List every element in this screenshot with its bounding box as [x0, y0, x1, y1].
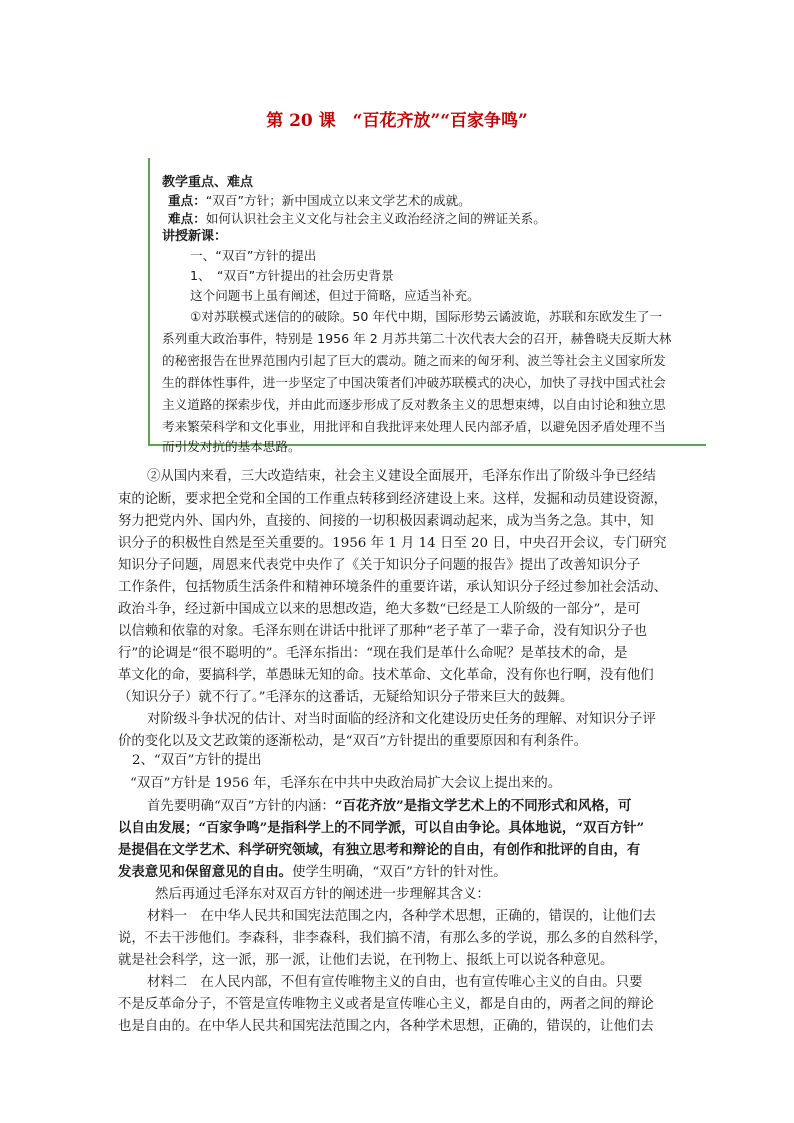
paragraph-line: ②从国内来看，三大改造结束，社会主义建设全面展开，毛泽东作出了阶级斗争已经结: [147, 469, 656, 484]
paragraph-line: 行”的论调是“很不聪明的”。毛泽东指出：“现在我们是革什么命呢？是革技术的命，是: [118, 646, 628, 661]
paragraph-line: 知识分子问题，周恩来代表党中央作了《关于知识分子问题的报告》提出了改善知识分子: [118, 558, 641, 573]
paragraph-line: 识分子的积极性自然是至关重要的。1956 年 1 月 14 日至 20 日，中央召开会议，专门研究: [118, 536, 667, 551]
paragraph-line: 然后再通过毛泽东对双百方针的阐述进一步理解其含义：: [155, 887, 490, 902]
focus-label: 重点：: [168, 193, 206, 208]
paragraph-line: 革文化的命，要搞科学，革愚昧无知的命。技术革命、文化革命，没有你也行啊，没有他们: [118, 668, 654, 683]
definition-intro: 首先要明确“双百”方针的内涵：: [147, 799, 335, 814]
box-heading: 教学重点、难点: [162, 175, 254, 190]
box-line: 的秘密报告在世界范围内引起了巨大的震动。随之而来的匈牙利、波兰等社会主义国家所发: [162, 353, 666, 368]
paragraph-line: 努力把党内外、国内外，直接的、间接的一切积极因素调动起来，成为当务之急。其中，知: [118, 514, 654, 529]
material-line: 材料一 在中华人民共和国宪法范围之内，各种学术思想，正确的，错误的，让他们去: [147, 909, 656, 924]
paragraph-line: [118, 862, 507, 883]
paragraph-line: 工作条件，包括物质生活条件和精神环境条件的重要许诺，承认知识分子经过参加社会活动、: [118, 580, 668, 595]
material-line: 也是自由的。在中华人民共和国宪法范围之内，各种学术思想，正确的，错误的，让他们去: [118, 1019, 654, 1034]
difficulty-text: 如何认识社会主义文化与社会主义政治经济之间的辨证关系。: [205, 211, 546, 226]
section-subheading: 2、“双百”方针的提出: [132, 753, 262, 768]
paragraph-line: 政治斗争，经过新中国成立以来的思想改造，绝大多数“已经是工人阶级的一部分”，是可: [118, 602, 641, 617]
lecture-heading: 讲授新课：: [162, 229, 228, 244]
difficulty-label: 难点：: [168, 211, 206, 226]
teaching-focus-box: [148, 158, 706, 454]
box-line: 1、 “双百”方针提出的社会历史背景: [190, 268, 394, 283]
paragraph-line: “双百”方针是 1956 年，毛泽东在中共中央政治局扩大会议上提出来的。: [130, 776, 562, 791]
box-line: 生的群体性事件，进一步坚定了中国决策者们冲破苏联模式的决心，加快了寻找中国式社会: [162, 375, 666, 390]
definition-bold: 以自由发展；“百家争鸣”是指科学上的不同学派，可以自由争论。具体地说，“双百方针”: [118, 820, 645, 836]
paragraph-line: 以信赖和依靠的对象。毛泽东则在讲话中批评了那种“老子革了一辈子命，没有知识分子也: [118, 624, 648, 639]
box-line: 一、“双百”方针的提出: [190, 248, 317, 263]
definition-bold: 是提倡在文学艺术、科学研究领域，有独立思考和辩论的自由，有创作和批评的自由，有: [118, 842, 641, 858]
definition-bold: “百花齐放”是指文学艺术上的不同形式和风格，可: [334, 798, 632, 814]
definition-bold: 发表意见和保留意见的自由。: [118, 864, 293, 880]
focus-line: [168, 192, 471, 210]
definition-tail: 使学生明确，“双百”方针的针对性。: [292, 865, 507, 880]
material-line: 说，不去干涉他们。李森科，非李森科，我们搞不清，有那么多的学说，那么多的自然科学，: [118, 931, 668, 946]
box-line: ①对苏联模式迷信的的破除。50 年代中期，国际形势云谲波诡，苏联和东欧发生了一: [190, 309, 663, 324]
paragraph-line: 对阶级斗争状况的估计、对当时面临的经济和文化建设历史任务的理解、对知识分子评: [147, 712, 656, 727]
difficulty-line: [168, 210, 546, 228]
box-line: 考来繁荣科学和文化事业，用批评和自我批评来处理人民内部矛盾，以避免因矛盾处理不当: [162, 419, 666, 434]
paragraph-line: [147, 796, 631, 817]
focus-text: “双百”方针；新中国成立以来文学艺术的成就。: [205, 193, 471, 208]
material-line: 不是反革命分子，不管是宣传唯物主义或者是宣传唯心主义，都是自由的，两者之间的辩论: [118, 997, 654, 1012]
page-title: 第 20 课 “百花齐放”“百家争鸣”: [266, 111, 528, 131]
box-line: 系列重大政治事件，特别是 1956 年 2 月苏共第二十次代表大会的召开，赫鲁晓夫反斯大林: [162, 331, 672, 346]
material-line: 就是社会科学，这一派，那一派，让他们去说，在刊物上、报纸上可以说各种意见。: [118, 953, 614, 968]
box-line: 这个问题书上虽有阐述，但过于简略，应适当补充。: [190, 288, 480, 303]
box-line-cut: 而引发对抗的基本思路。: [162, 439, 301, 454]
box-line: 主义道路的探索步伐，并由此而逐步形成了反对教条主义的思想束缚，以自由讨论和独立思: [162, 397, 666, 412]
material-line: 材料二 在人民内部，不但有宣传唯物主义的自由，也有宣传唯心主义的自由。只要: [147, 975, 643, 990]
paragraph-line: 束的论断，要求把全党和全国的工作重点转移到经济建设上来。这样，发掘和动员建设资源，: [118, 492, 668, 507]
paragraph-line: 价的变化以及文艺政策的逐渐松动，是“双百”方针提出的重要原因和有利条件。: [118, 734, 587, 749]
paragraph-line: （知识分子）就不行了。”毛泽东的这番话，无疑给知识分子带来巨大的鼓舞。: [118, 690, 574, 705]
